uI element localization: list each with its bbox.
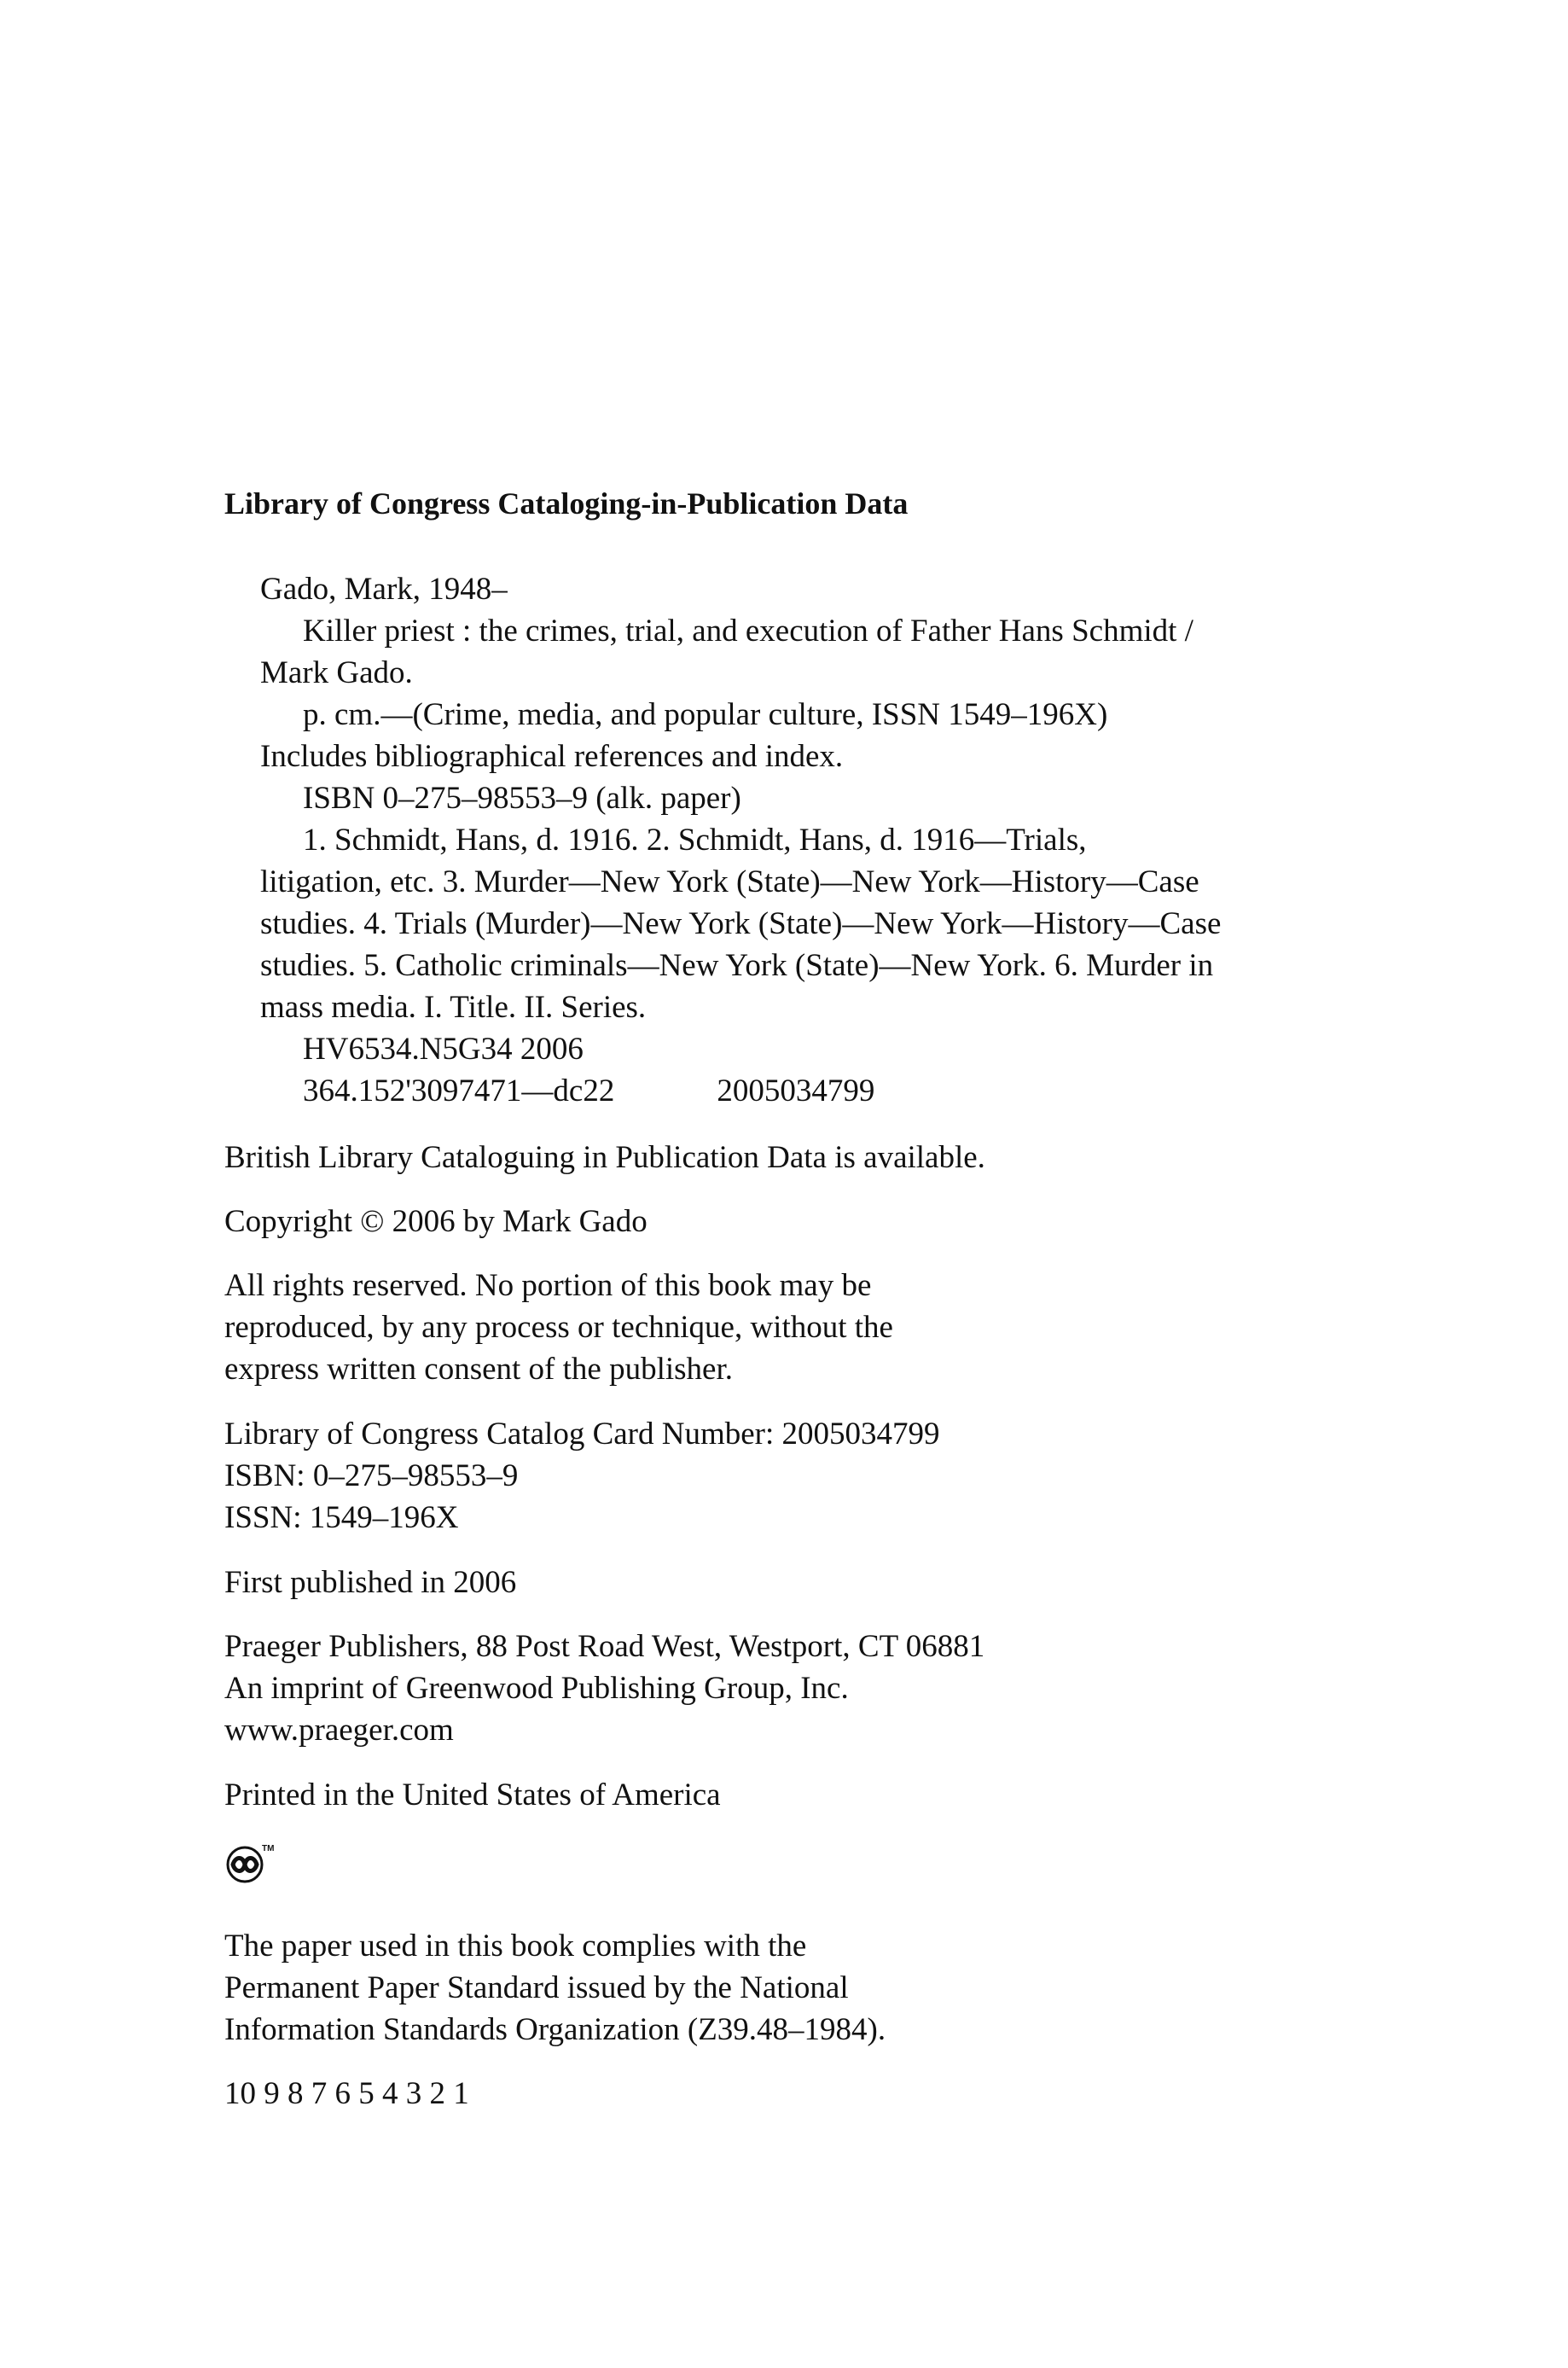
paper-standard-line-3: Information Standards Organization (Z39.48–1984). bbox=[224, 2012, 886, 2047]
british-library-note: British Library Cataloguing in Publication Data is available. bbox=[224, 1140, 985, 1175]
infinity-paper-icon bbox=[224, 1839, 284, 1887]
cip-title-line-2: Mark Gado. bbox=[260, 655, 413, 690]
trademark-mark: TM bbox=[262, 1844, 275, 1853]
publisher-website: www.praeger.com bbox=[224, 1713, 454, 1748]
lc-catalog-card-number: Library of Congress Catalog Card Number: 2005034799 bbox=[224, 1417, 940, 1452]
cip-subjects-line-5: mass media. I. Title. II. Series. bbox=[260, 990, 647, 1025]
cip-subjects-line-3: studies. 4. Trials (Murder)—New York (State)—New York—History—Case bbox=[260, 906, 1222, 941]
paper-standard-line-2: Permanent Paper Standard issued by the National bbox=[224, 1970, 849, 2005]
cip-bibliography: Includes bibliographical references and index. bbox=[260, 739, 844, 774]
rights-line-2: reproduced, by any process or technique, without the bbox=[224, 1310, 893, 1345]
cip-subjects-line-4: studies. 5. Catholic criminals—New York (State)—New York. 6. Murder in bbox=[260, 948, 1214, 983]
cip-series: p. cm.—(Crime, media, and popular culture, ISSN 1549–196X) bbox=[303, 697, 1108, 732]
isbn-line: ISBN: 0–275–98553–9 bbox=[224, 1458, 519, 1493]
first-published: First published in 2006 bbox=[224, 1565, 517, 1600]
issn-line: ISSN: 1549–196X bbox=[224, 1500, 459, 1535]
cip-dewey: 364.152'3097471—dc22 bbox=[303, 1073, 615, 1108]
printed-in: Printed in the United States of America bbox=[224, 1777, 721, 1812]
cip-dewey-line bbox=[303, 1075, 874, 1107]
cip-lccn: 2005034799 bbox=[717, 1073, 875, 1108]
rights-line-3: express written consent of the publisher. bbox=[224, 1352, 733, 1387]
cip-classification: HV6534.N5G34 2006 bbox=[303, 1032, 584, 1067]
cip-isbn: ISBN 0–275–98553–9 (alk. paper) bbox=[303, 781, 741, 816]
paper-standard-line-1: The paper used in this book complies with the bbox=[224, 1929, 807, 1964]
copyright-line: Copyright © 2006 by Mark Gado bbox=[224, 1204, 648, 1239]
rights-line-1: All rights reserved. No portion of this book may be bbox=[224, 1268, 872, 1303]
publisher-address: Praeger Publishers, 88 Post Road West, Westport, CT 06881 bbox=[224, 1629, 985, 1664]
cip-subjects-line-1: 1. Schmidt, Hans, d. 1916. 2. Schmidt, Hans, d. 1916—Trials, bbox=[303, 823, 1087, 858]
publisher-imprint: An imprint of Greenwood Publishing Group, Inc. bbox=[224, 1671, 849, 1706]
printing-line: 10 9 8 7 6 5 4 3 2 1 bbox=[224, 2076, 469, 2111]
cip-heading: Library of Congress Cataloging-in-Publication Data bbox=[224, 486, 909, 521]
cip-author: Gado, Mark, 1948– bbox=[260, 572, 508, 607]
cip-title-line-1: Killer priest : the crimes, trial, and execution of Father Hans Schmidt / bbox=[303, 614, 1193, 649]
cip-subjects-line-2: litigation, etc. 3. Murder—New York (State)—New York—History—Case bbox=[260, 864, 1199, 899]
